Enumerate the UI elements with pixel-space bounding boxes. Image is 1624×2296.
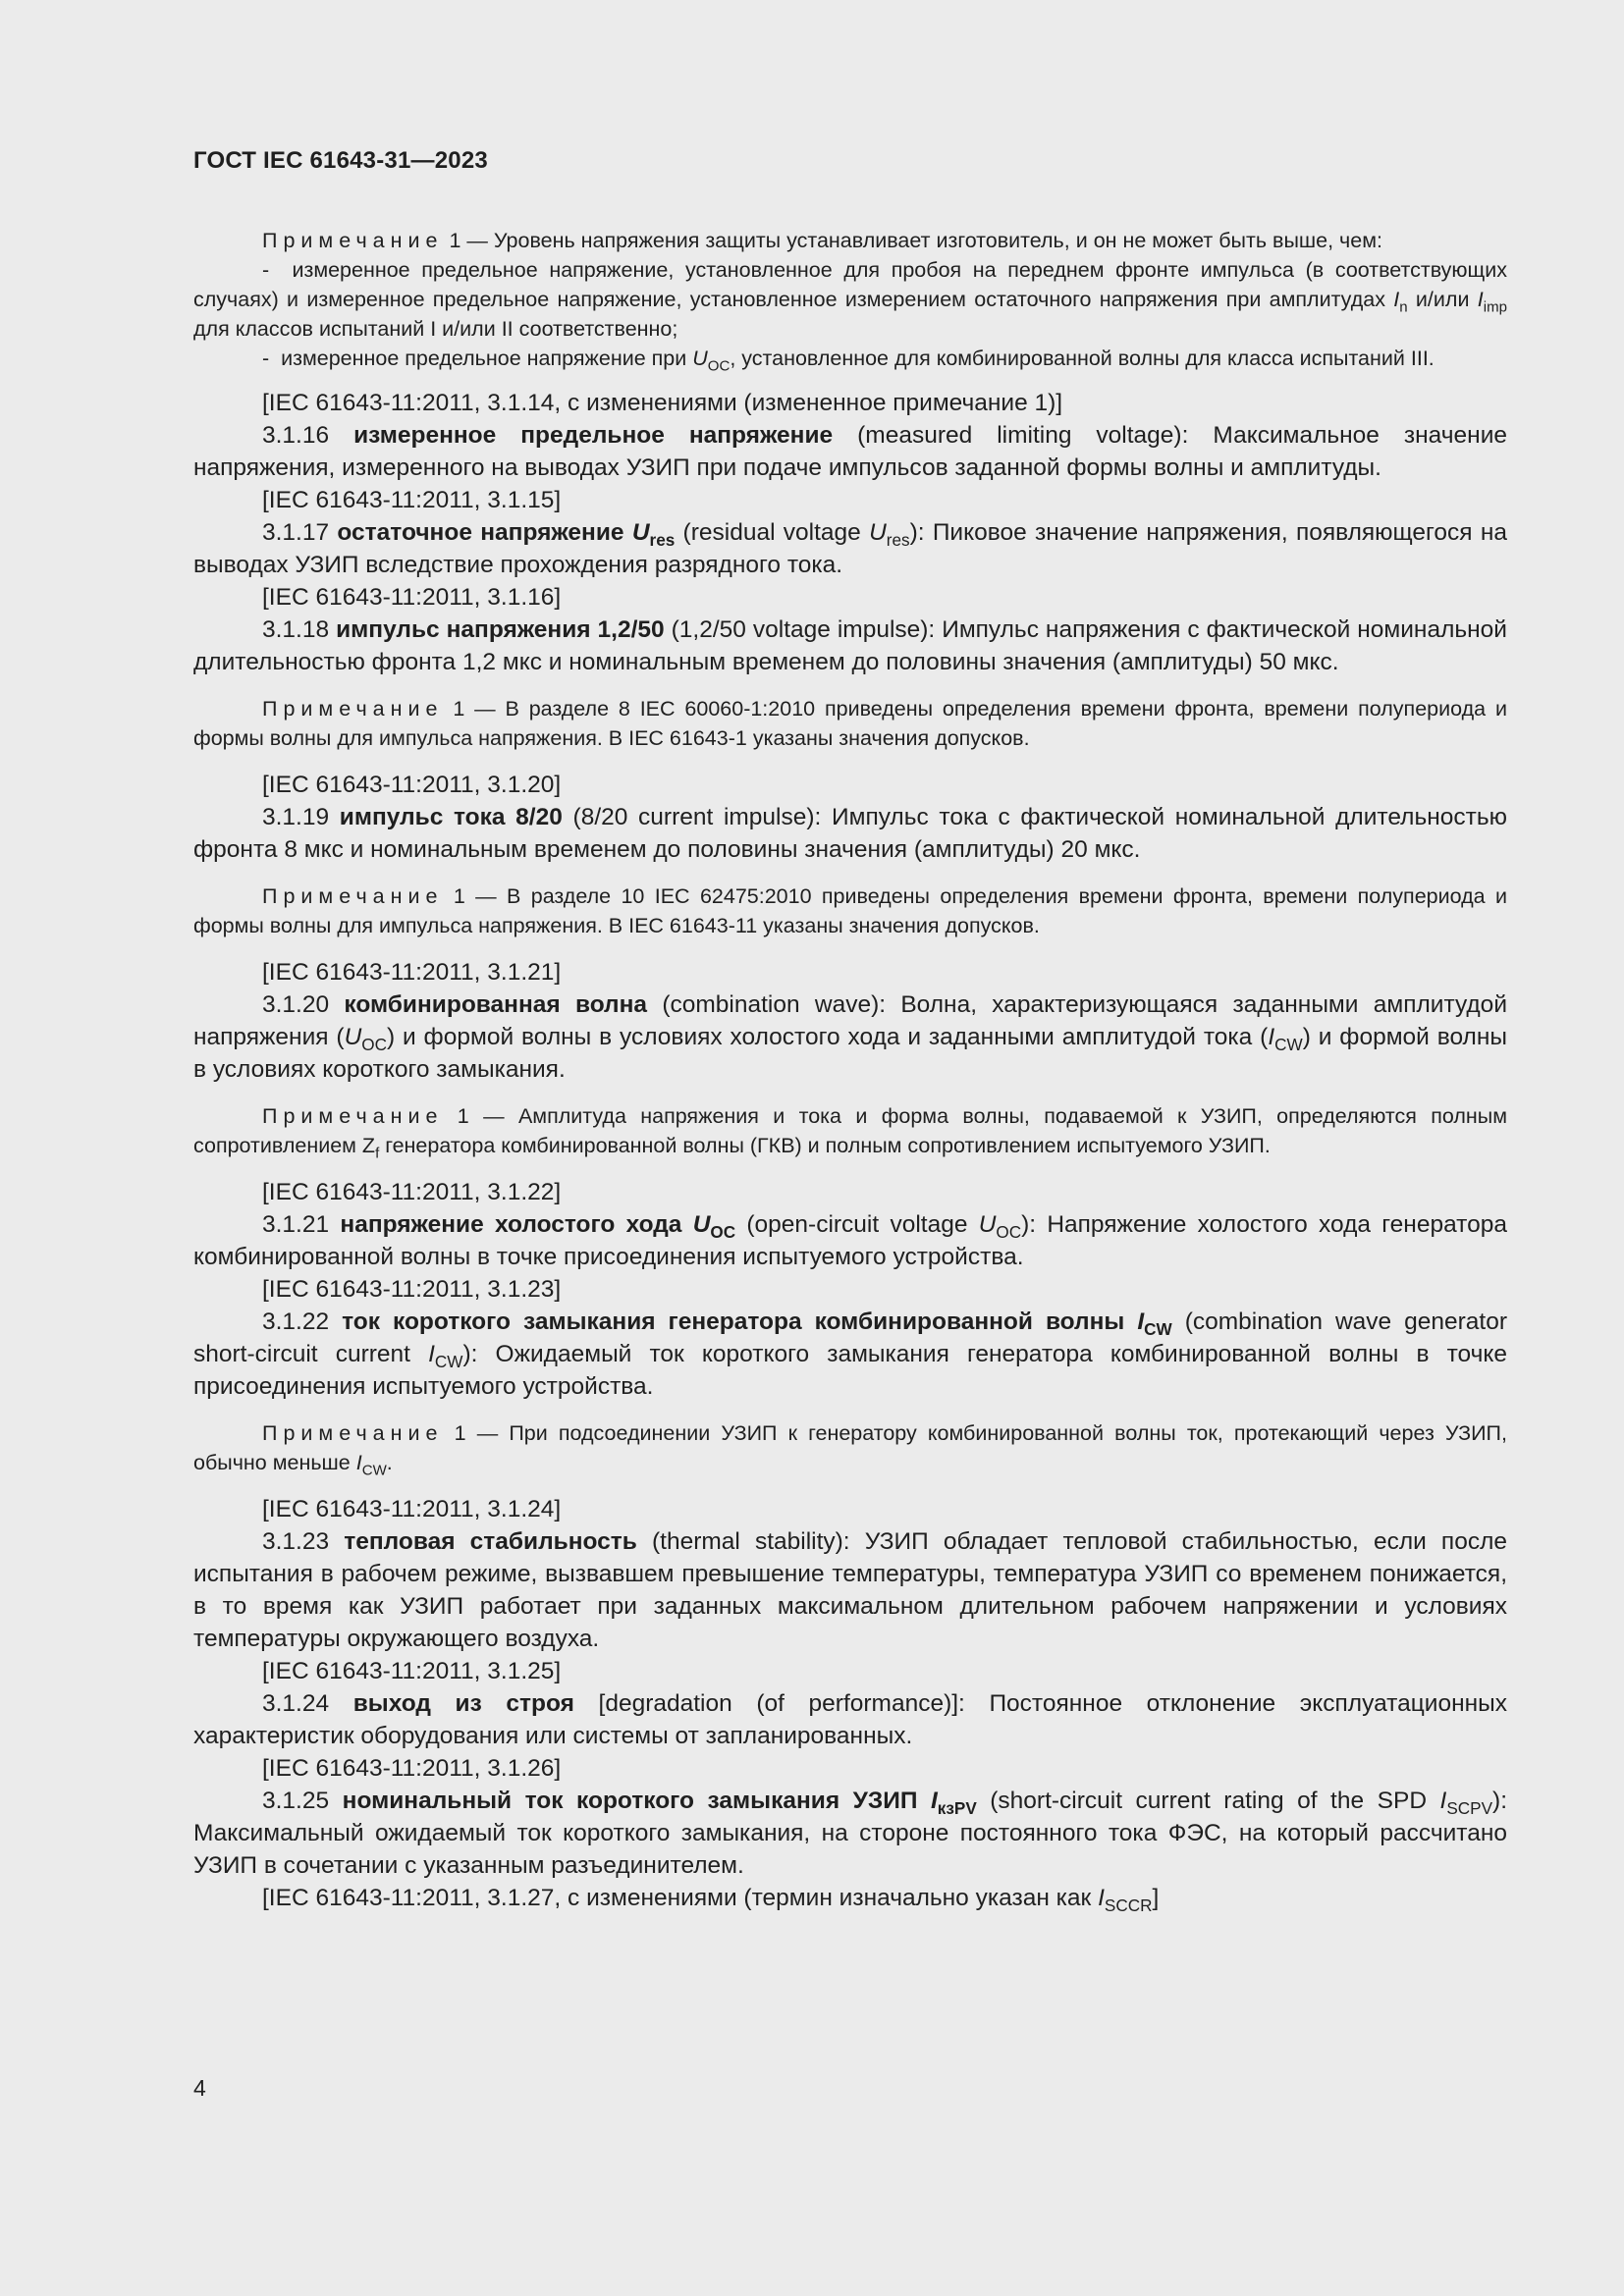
term-name: измеренное предельное напряжение xyxy=(353,422,834,449)
reference: [IEC 61643-11:2011, 3.1.26] xyxy=(262,1755,562,1782)
note-1 xyxy=(193,226,1507,255)
note-3-1-22: Примечание 1 — При подсоединении УЗИП к генератору комбинированной волны ток, протекающий через УЗИП, обычно меньше $I_{CW}$. xyxy=(193,1421,1507,1479)
reference: [IEC 61643-11:2011, 3.1.25] xyxy=(262,1658,562,1684)
term-3-1-22: 3.1.22 ток короткого замыкания генератора комбинированной волны $I_{CW}$ (combination wave generator short-circuit current $I_{CW}$): Ожидаемый ток короткого замыкания генератора комбинированной волны в точке присоединения испытуемого устройства. xyxy=(193,1308,1508,1400)
reference: [IEC 61643-11:2011, 3.1.23] xyxy=(262,1276,562,1303)
term-3-1-23: 3.1.23 тепловая стабильность (thermal stability): УЗИП обладает тепловой стабильностью, если после испытания в рабочем режиме, вызвавшем превышение температуры, температура УЗИП со временем понижается, в то время как УЗИП работает при заданных максимальном длительном рабочем напряжении и условиях температуры окружающего воздуха. xyxy=(193,1528,1507,1652)
term-3-1-25: 3.1.25 номинальный ток короткого замыкания УЗИП $I_{кзPV}$ (short-circuit current rating of the SPD $I_{SCPV}$): Максимальный ожидаемый ток короткого замыкания, на стороне постоянного тока ФЭС, на который рассчитано УЗИП в сочетании с указанным разъединителем. xyxy=(193,1788,1507,1879)
note-label: Примечание xyxy=(262,229,444,252)
term-name: остаточное напряжение xyxy=(337,519,624,546)
note-list-item-2: - измеренное предельное напряжение при $U_{OC}$, установленное для комбинированной волны для класса испытаний III. xyxy=(262,347,1435,375)
page-content xyxy=(193,226,1507,1914)
page-number: 4 xyxy=(193,2075,206,2101)
term-3-1-24: 3.1.24 выход из строя [degradation (of performance)]: Постоянное отклонение эксплуатационных характеристик оборудования или системы от запланированных. xyxy=(193,1690,1507,1749)
term-name: ток короткого замыкания генератора комбинированной волны xyxy=(342,1308,1125,1335)
note-3-1-19: Примечание 1 — В разделе 10 IEC 62475:2010 приведены определения времени фронта, времени полупериода и формы волны для импульса напряжения. В IEC 61643-11 указаны значения допусков. xyxy=(193,884,1507,937)
note-text: — Уровень напряжения защиты устанавливает изготовитель, и он не может быть выше, чем: xyxy=(466,229,1382,252)
term-3-1-20: 3.1.20 комбинированная волна (combination wave): Волна, характеризующаяся заданными амплитудой напряжения $(U_{OC})$ и формой волны в условиях холостого хода и заданными амплитудой тока $(I_{CW})$ и формой волны в условиях короткого замыкания. xyxy=(193,991,1507,1083)
reference: [IEC 61643-11:2011, 3.1.22] xyxy=(262,1179,562,1205)
note-list-item-1: - измеренное предельное напряжение, установленное для пробоя на переднем фронте импульса (в соответствующих случаях) и измеренное предельное напряжение, установленное измерением остаточного напряжения при амплитудах $I_n$ и/или $I_{imp}$ для классов испытаний I и/или II соответственно; xyxy=(193,258,1508,341)
term-name: выход из строя xyxy=(352,1690,574,1717)
reference: [IEC 61643-11:2011, 3.1.21] xyxy=(262,959,562,986)
note-3-1-20: Примечание 1 — Амплитуда напряжения и тока и форма волны, подаваемой к УЗИП, определяются полным сопротивлением $Z_f$ генератора комбинированной волны (ГКВ) и полным сопротивлением испытуемого УЗИП. xyxy=(193,1104,1507,1162)
reference: [IEC 61643-11:2011, 3.1.24] xyxy=(262,1496,562,1522)
term-name: импульс тока 8/20 xyxy=(339,804,563,830)
term-name: комбинированная волна xyxy=(344,991,648,1018)
reference: [IEC 61643-11:2011, 3.1.27, с изменениями (термин изначально указан как $I_{SCCR}$] xyxy=(262,1885,1160,1915)
term-name: напряжение холостого хода xyxy=(340,1211,682,1238)
term-3-1-21: 3.1.21 напряжение холостого хода $U_{OC}$ (open-circuit voltage $U_{OC}$): Напряжение холостого хода генератора комбинированной волны в точке присоединения испытуемого устройства. xyxy=(193,1211,1507,1270)
term-name: импульс напряжения 1,2/50 xyxy=(336,616,665,643)
reference: [IEC 61643-11:2011, 3.1.14, с изменениями (измененное примечание 1)] xyxy=(262,390,1063,416)
reference: [IEC 61643-11:2011, 3.1.15] xyxy=(262,487,562,513)
reference: [IEC 61643-11:2011, 3.1.16] xyxy=(262,584,562,611)
reference: [IEC 61643-11:2011, 3.1.20] xyxy=(262,772,562,798)
term-3-1-19: 3.1.19 импульс тока 8/20 (8/20 current impulse): Импульс тока с фактической номинальной длительностью фронта 8 мкс и номинальным временем до половины значения (амплитуды) 20 мкс. xyxy=(193,804,1507,863)
term-name: номинальный ток короткого замыкания УЗИП xyxy=(342,1788,918,1814)
term-3-1-16: 3.1.16 измеренное предельное напряжение (measured limiting voltage): Максимальное значение напряжения, измеренного на выводах УЗИП при подаче импульсов заданной формы волны и амплитуды. xyxy=(193,422,1507,481)
term-name: тепловая стабильность xyxy=(344,1528,637,1555)
term-3-1-18: 3.1.18 импульс напряжения 1,2/50 (1,2/50 voltage impulse): Импульс напряжения с фактической номинальной длительностью фронта 1,2 мкс и номинальным временем до половины значения (амплитуды) 50 мкс. xyxy=(193,616,1507,675)
term-3-1-17: 3.1.17 остаточное напряжение $U_{res}$ (residual voltage $U_{res}$): Пиковое значение напряжения, появляющегося на выводах УЗИП вследствие прохождения разрядного тока. xyxy=(193,519,1507,578)
document-id-header: ГОСТ IEC 61643-31—2023 xyxy=(193,147,488,174)
note-3-1-18: Примечание 1 — В разделе 8 IEC 60060-1:2010 приведены определения времени фронта, времени полупериода и формы волны для импульса напряжения. В IEC 61643-1 указаны значения допусков. xyxy=(193,697,1507,750)
note-number: 1 xyxy=(449,229,461,252)
